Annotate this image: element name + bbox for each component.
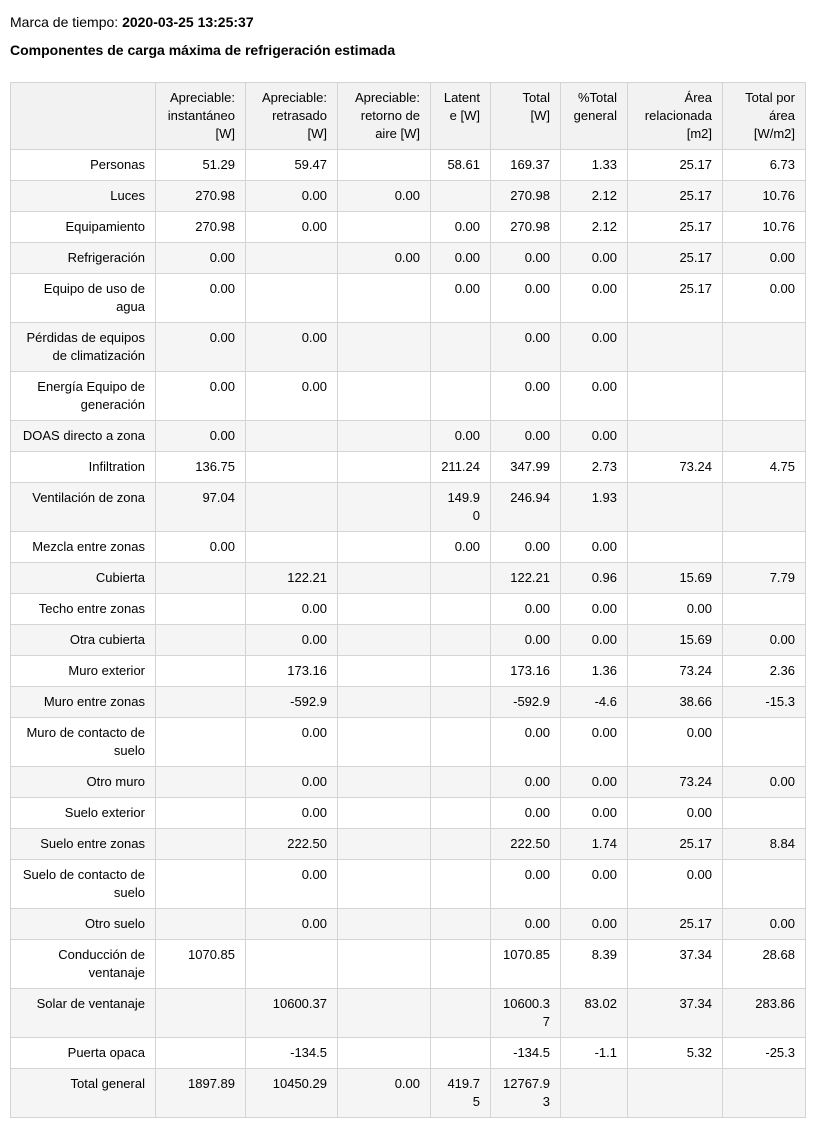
row-label-cell: Energía Equipo de generación: [11, 372, 156, 421]
value-cell: [628, 323, 723, 372]
row-label-cell: Mezcla entre zonas: [11, 532, 156, 563]
value-cell: [431, 594, 491, 625]
value-cell: 0.00: [246, 718, 338, 767]
value-cell: 0.00: [491, 274, 561, 323]
value-cell: 1897.89: [156, 1069, 246, 1118]
row-label-cell: Suelo entre zonas: [11, 829, 156, 860]
value-cell: 0.00: [491, 767, 561, 798]
value-cell: [156, 909, 246, 940]
row-label-cell: Muro de contacto de suelo: [11, 718, 156, 767]
report-title: Componentes de carga máxima de refrigeración estimada: [10, 42, 396, 58]
value-cell: 1.93: [561, 483, 628, 532]
value-cell: [338, 909, 431, 940]
value-cell: 122.21: [491, 563, 561, 594]
value-cell: [338, 687, 431, 718]
table-row: [11, 274, 806, 323]
value-cell: 211.24: [431, 452, 491, 483]
row-label-cell: Personas: [11, 150, 156, 181]
table-row: [11, 1038, 806, 1069]
value-cell: 0.00: [246, 625, 338, 656]
value-cell: [338, 532, 431, 563]
value-cell: 0.00: [491, 909, 561, 940]
value-cell: 173.16: [491, 656, 561, 687]
value-cell: 8.84: [723, 829, 806, 860]
value-cell: [156, 860, 246, 909]
value-cell: 0.00: [491, 860, 561, 909]
value-cell: [431, 718, 491, 767]
value-cell: 4.75: [723, 452, 806, 483]
value-cell: [561, 1069, 628, 1118]
table-row: [11, 625, 806, 656]
value-cell: 149.90: [431, 483, 491, 532]
value-cell: 0.00: [491, 421, 561, 452]
value-cell: 0.00: [628, 718, 723, 767]
row-label-cell: Otro muro: [11, 767, 156, 798]
value-cell: 25.17: [628, 829, 723, 860]
value-cell: [431, 989, 491, 1038]
value-cell: 7.79: [723, 563, 806, 594]
value-cell: 0.96: [561, 563, 628, 594]
value-cell: 2.36: [723, 656, 806, 687]
value-cell: [338, 860, 431, 909]
value-cell: 0.00: [156, 372, 246, 421]
value-cell: [338, 718, 431, 767]
value-cell: 10600.37: [491, 989, 561, 1038]
value-cell: 0.00: [561, 625, 628, 656]
column-header: Apreciable: retorno de aire [W]: [338, 83, 431, 150]
value-cell: -592.9: [491, 687, 561, 718]
value-cell: 0.00: [561, 718, 628, 767]
value-cell: [723, 323, 806, 372]
row-label-cell: Otro suelo: [11, 909, 156, 940]
value-cell: [431, 372, 491, 421]
value-cell: [156, 767, 246, 798]
value-cell: 25.17: [628, 243, 723, 274]
value-cell: [628, 1069, 723, 1118]
value-cell: 25.17: [628, 909, 723, 940]
row-label-cell: Techo entre zonas: [11, 594, 156, 625]
value-cell: 0.00: [628, 798, 723, 829]
value-cell: 270.98: [156, 212, 246, 243]
value-cell: 246.94: [491, 483, 561, 532]
value-cell: 0.00: [491, 243, 561, 274]
value-cell: [338, 452, 431, 483]
value-cell: [156, 563, 246, 594]
value-cell: [338, 212, 431, 243]
value-cell: 0.00: [561, 909, 628, 940]
value-cell: [156, 829, 246, 860]
value-cell: [246, 243, 338, 274]
value-cell: 0.00: [156, 421, 246, 452]
value-cell: [431, 656, 491, 687]
value-cell: 25.17: [628, 181, 723, 212]
table-body: [11, 150, 806, 1118]
value-cell: 5.32: [628, 1038, 723, 1069]
value-cell: 0.00: [246, 860, 338, 909]
row-label-cell: Solar de ventanaje: [11, 989, 156, 1038]
column-header: Latente [W]: [431, 83, 491, 150]
row-label-cell: Suelo de contacto de suelo: [11, 860, 156, 909]
value-cell: [338, 656, 431, 687]
value-cell: [431, 860, 491, 909]
table-row: [11, 909, 806, 940]
value-cell: -4.6: [561, 687, 628, 718]
value-cell: 1070.85: [491, 940, 561, 989]
value-cell: [338, 625, 431, 656]
value-cell: [431, 909, 491, 940]
value-cell: 0.00: [723, 767, 806, 798]
row-label-cell: DOAS directo a zona: [11, 421, 156, 452]
value-cell: 0.00: [338, 1069, 431, 1118]
value-cell: [246, 940, 338, 989]
value-cell: [246, 452, 338, 483]
value-cell: 1.36: [561, 656, 628, 687]
value-cell: 1.33: [561, 150, 628, 181]
value-cell: [246, 483, 338, 532]
value-cell: 1.74: [561, 829, 628, 860]
row-label-cell: Otra cubierta: [11, 625, 156, 656]
value-cell: [628, 532, 723, 563]
value-cell: 0.00: [628, 860, 723, 909]
value-cell: 0.00: [338, 243, 431, 274]
value-cell: -15.3: [723, 687, 806, 718]
value-cell: [338, 372, 431, 421]
value-cell: 73.24: [628, 452, 723, 483]
value-cell: 58.61: [431, 150, 491, 181]
value-cell: [338, 767, 431, 798]
row-label-cell: Luces: [11, 181, 156, 212]
value-cell: [156, 718, 246, 767]
value-cell: [431, 1038, 491, 1069]
value-cell: [431, 323, 491, 372]
row-label-cell: Total general: [11, 1069, 156, 1118]
value-cell: 15.69: [628, 625, 723, 656]
value-cell: 0.00: [561, 323, 628, 372]
table-header-row: [11, 83, 806, 150]
table-row: [11, 860, 806, 909]
value-cell: 10.76: [723, 181, 806, 212]
value-cell: [431, 687, 491, 718]
table-row: [11, 421, 806, 452]
table-row: [11, 372, 806, 421]
table-row: [11, 829, 806, 860]
value-cell: 25.17: [628, 274, 723, 323]
value-cell: 51.29: [156, 150, 246, 181]
value-cell: 37.34: [628, 940, 723, 989]
table-row: [11, 452, 806, 483]
value-cell: 270.98: [156, 181, 246, 212]
value-cell: 173.16: [246, 656, 338, 687]
value-cell: 73.24: [628, 656, 723, 687]
value-cell: [431, 829, 491, 860]
value-cell: 83.02: [561, 989, 628, 1038]
table-row: [11, 594, 806, 625]
value-cell: 25.17: [628, 150, 723, 181]
value-cell: 0.00: [156, 532, 246, 563]
table-row: [11, 718, 806, 767]
value-cell: [338, 1038, 431, 1069]
value-cell: 0.00: [246, 594, 338, 625]
value-cell: -134.5: [246, 1038, 338, 1069]
column-header: %Total general: [561, 83, 628, 150]
table-row: [11, 989, 806, 1038]
row-label-cell: Muro entre zonas: [11, 687, 156, 718]
value-cell: -1.1: [561, 1038, 628, 1069]
table-row: [11, 212, 806, 243]
value-cell: 0.00: [628, 594, 723, 625]
column-header: Apreciable: retrasado [W]: [246, 83, 338, 150]
column-header: Área relacionada [m2]: [628, 83, 723, 150]
row-label-cell: Cubierta: [11, 563, 156, 594]
value-cell: 15.69: [628, 563, 723, 594]
value-cell: 0.00: [561, 421, 628, 452]
row-label-column-header: [11, 83, 156, 150]
value-cell: 0.00: [246, 323, 338, 372]
value-cell: 0.00: [431, 274, 491, 323]
value-cell: 0.00: [561, 243, 628, 274]
value-cell: [628, 421, 723, 452]
value-cell: 0.00: [723, 274, 806, 323]
value-cell: -592.9: [246, 687, 338, 718]
value-cell: [338, 989, 431, 1038]
value-cell: 0.00: [431, 532, 491, 563]
value-cell: [156, 594, 246, 625]
value-cell: 0.00: [156, 323, 246, 372]
value-cell: 10450.29: [246, 1069, 338, 1118]
value-cell: [723, 718, 806, 767]
table-row: [11, 532, 806, 563]
value-cell: [723, 421, 806, 452]
value-cell: 0.00: [491, 372, 561, 421]
value-cell: [338, 594, 431, 625]
value-cell: [246, 274, 338, 323]
value-cell: 136.75: [156, 452, 246, 483]
value-cell: [338, 421, 431, 452]
value-cell: 0.00: [561, 274, 628, 323]
value-cell: -25.3: [723, 1038, 806, 1069]
table-row: [11, 181, 806, 212]
row-label-cell: Conducción de ventanaje: [11, 940, 156, 989]
value-cell: [338, 483, 431, 532]
column-header: Total [W]: [491, 83, 561, 150]
value-cell: 28.68: [723, 940, 806, 989]
value-cell: [431, 767, 491, 798]
table-row: [11, 656, 806, 687]
row-label-cell: Puerta opaca: [11, 1038, 156, 1069]
table-row: [11, 483, 806, 532]
row-label-cell: Suelo exterior: [11, 798, 156, 829]
value-cell: 0.00: [246, 767, 338, 798]
value-cell: 0.00: [246, 909, 338, 940]
value-cell: [156, 989, 246, 1038]
value-cell: [246, 421, 338, 452]
value-cell: -134.5: [491, 1038, 561, 1069]
row-label-cell: Pérdidas de equipos de climatización: [11, 323, 156, 372]
table-row: [11, 323, 806, 372]
value-cell: 8.39: [561, 940, 628, 989]
timestamp-line: [10, 14, 809, 30]
value-cell: 0.00: [561, 767, 628, 798]
row-label-cell: Refrigeración: [11, 243, 156, 274]
value-cell: 222.50: [246, 829, 338, 860]
value-cell: 0.00: [561, 798, 628, 829]
value-cell: [431, 625, 491, 656]
value-cell: 6.73: [723, 150, 806, 181]
value-cell: [156, 798, 246, 829]
row-label-cell: Equipamiento: [11, 212, 156, 243]
cooling-load-components-table: [10, 82, 806, 1118]
value-cell: 0.00: [491, 532, 561, 563]
value-cell: 270.98: [491, 212, 561, 243]
value-cell: 0.00: [431, 212, 491, 243]
value-cell: 419.75: [431, 1069, 491, 1118]
value-cell: 2.12: [561, 181, 628, 212]
value-cell: 0.00: [491, 625, 561, 656]
value-cell: [156, 656, 246, 687]
value-cell: [723, 860, 806, 909]
value-cell: [431, 940, 491, 989]
value-cell: 347.99: [491, 452, 561, 483]
value-cell: 0.00: [491, 594, 561, 625]
value-cell: [338, 150, 431, 181]
value-cell: [723, 483, 806, 532]
value-cell: [723, 594, 806, 625]
value-cell: 0.00: [338, 181, 431, 212]
value-cell: 222.50: [491, 829, 561, 860]
value-cell: 0.00: [723, 909, 806, 940]
value-cell: [156, 687, 246, 718]
table-row: [11, 687, 806, 718]
value-cell: 0.00: [431, 421, 491, 452]
value-cell: [723, 1069, 806, 1118]
value-cell: 0.00: [491, 798, 561, 829]
value-cell: [338, 274, 431, 323]
value-cell: [338, 829, 431, 860]
table-row: [11, 243, 806, 274]
table-row: [11, 563, 806, 594]
value-cell: 0.00: [561, 860, 628, 909]
table-row: [11, 767, 806, 798]
value-cell: 2.12: [561, 212, 628, 243]
timestamp-value: 2020-03-25 13:25:37: [122, 14, 254, 30]
value-cell: 0.00: [156, 274, 246, 323]
value-cell: [338, 323, 431, 372]
value-cell: [156, 625, 246, 656]
value-cell: 0.00: [561, 372, 628, 421]
value-cell: [628, 372, 723, 421]
value-cell: 0.00: [491, 323, 561, 372]
value-cell: 0.00: [723, 243, 806, 274]
value-cell: [431, 798, 491, 829]
value-cell: 0.00: [561, 594, 628, 625]
value-cell: [246, 532, 338, 563]
value-cell: 10600.37: [246, 989, 338, 1038]
value-cell: 270.98: [491, 181, 561, 212]
value-cell: 37.34: [628, 989, 723, 1038]
value-cell: [156, 1038, 246, 1069]
value-cell: 169.37: [491, 150, 561, 181]
value-cell: [338, 798, 431, 829]
value-cell: 283.86: [723, 989, 806, 1038]
value-cell: 0.00: [156, 243, 246, 274]
table-row: [11, 150, 806, 181]
value-cell: 0.00: [246, 181, 338, 212]
table-row: [11, 940, 806, 989]
value-cell: 0.00: [246, 212, 338, 243]
value-cell: [431, 181, 491, 212]
column-header: Apreciable: instantáneo [W]: [156, 83, 246, 150]
value-cell: 59.47: [246, 150, 338, 181]
value-cell: 73.24: [628, 767, 723, 798]
timestamp-label: Marca de tiempo:: [10, 14, 119, 30]
row-label-cell: Muro exterior: [11, 656, 156, 687]
value-cell: [431, 563, 491, 594]
value-cell: [338, 940, 431, 989]
value-cell: 122.21: [246, 563, 338, 594]
table-row: [11, 798, 806, 829]
row-label-cell: Equipo de uso de agua: [11, 274, 156, 323]
value-cell: 38.66: [628, 687, 723, 718]
value-cell: 10.76: [723, 212, 806, 243]
value-cell: [338, 563, 431, 594]
value-cell: 0.00: [431, 243, 491, 274]
value-cell: 97.04: [156, 483, 246, 532]
value-cell: 12767.93: [491, 1069, 561, 1118]
value-cell: [723, 798, 806, 829]
value-cell: 25.17: [628, 212, 723, 243]
value-cell: [723, 372, 806, 421]
row-label-cell: Ventilación de zona: [11, 483, 156, 532]
value-cell: [723, 532, 806, 563]
value-cell: 0.00: [491, 718, 561, 767]
value-cell: 0.00: [246, 798, 338, 829]
value-cell: 0.00: [246, 372, 338, 421]
table-row: [11, 1069, 806, 1118]
value-cell: 2.73: [561, 452, 628, 483]
column-header: Total por área [W/m2]: [723, 83, 806, 150]
value-cell: 1070.85: [156, 940, 246, 989]
value-cell: [628, 483, 723, 532]
row-label-cell: Infiltration: [11, 452, 156, 483]
value-cell: 0.00: [723, 625, 806, 656]
value-cell: 0.00: [561, 532, 628, 563]
